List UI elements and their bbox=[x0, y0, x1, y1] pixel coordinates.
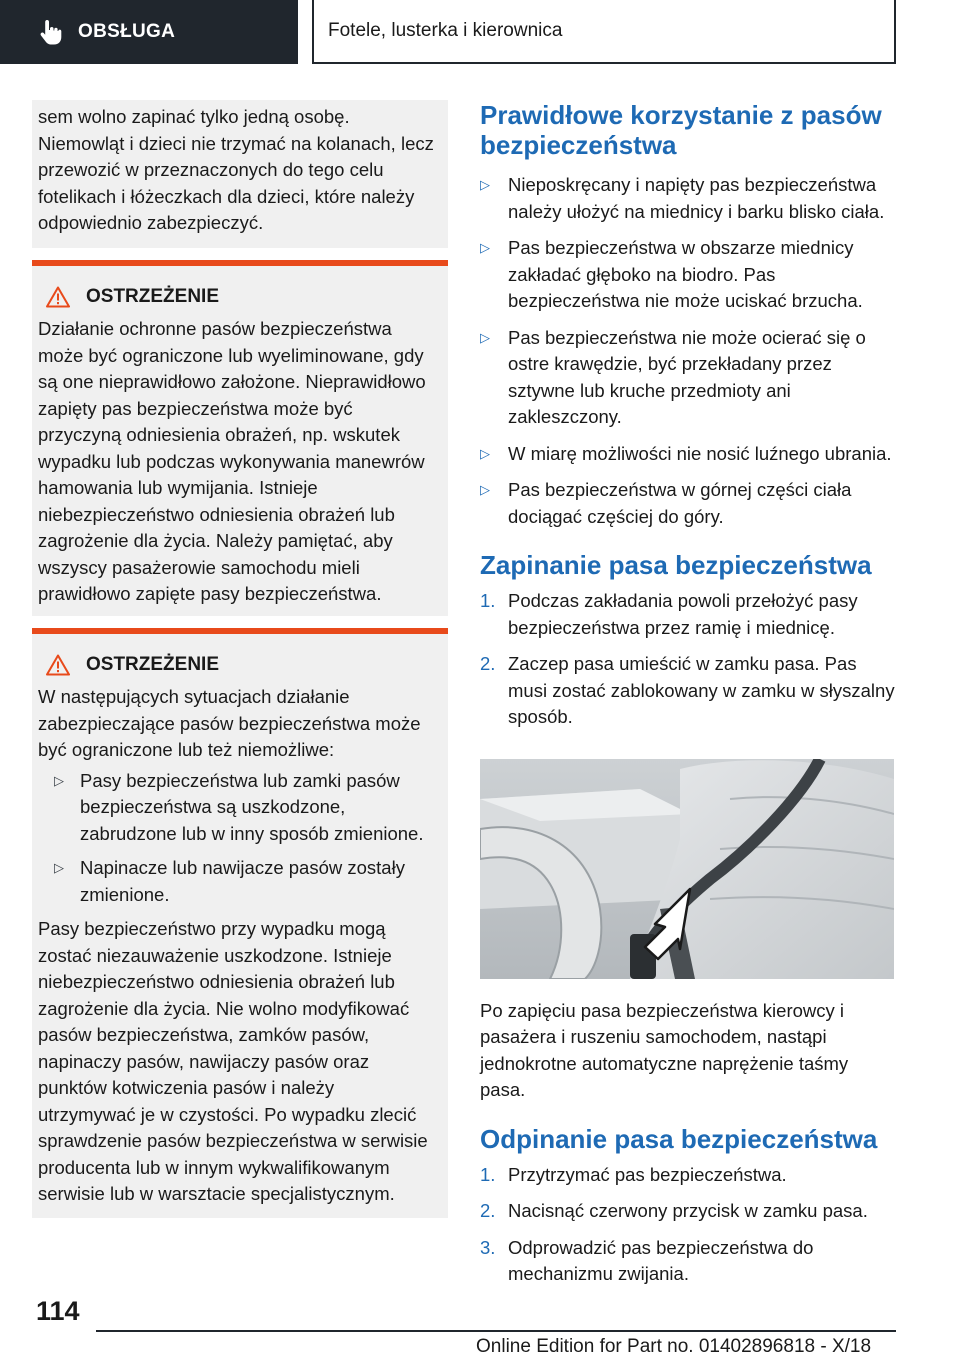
triangle-bullet-icon: ▷ bbox=[480, 482, 490, 497]
triangle-bullet-icon: ▷ bbox=[480, 329, 490, 345]
warning-list-2 bbox=[38, 768, 436, 909]
list-item: 2. Nacisnąć czerwony przycisk w zamku pasa. bbox=[480, 1200, 868, 1221]
list-item: ▷ Pas bezpieczeństwa w obszarze miednicy zakładać głęboko na biodro. Pas bezpieczeństwa nie może uciskać brzucha. bbox=[480, 237, 863, 311]
warning-triangle-icon bbox=[46, 286, 70, 308]
list-item: 1. Podczas zakładania powoli przełożyć pasy bezpieczeństwa przez ramię i miednicę. bbox=[480, 590, 858, 638]
unfastening-steps bbox=[480, 1162, 896, 1288]
heading-correct-use: Prawidłowe korzystanie z pasów bezpieczeństwa bbox=[480, 100, 882, 160]
warning-intro-2: W następujących sytuacjach działanie zabezpieczające pasów bezpieczeństwa może być ograniczone lub też niemożliwe: bbox=[38, 686, 421, 760]
warning-title-text-2: OSTRZEŻENIE bbox=[86, 653, 220, 675]
after-fastening-text: Po zapięciu pasa bezpieczeństwa kierowcy i pasażera i ruszeniu samochodem, nastąpi jednokrotne automatyczne naprężenie taśmy pasa. bbox=[480, 999, 849, 1100]
chapter-title: Fotele, lusterka i kierownica bbox=[312, 0, 896, 64]
list-item: ▷ Nieposkręcany i napięty pas bezpieczeństwa należy ułożyć na miednicy i barku blisko ciała. bbox=[480, 174, 885, 222]
right-column bbox=[480, 100, 896, 1298]
list-item: 3. Odprowadzić pas bezpieczeństwa do mechanizmu zwijania. bbox=[480, 1236, 814, 1284]
hand-pointer-icon bbox=[38, 18, 64, 46]
heading-unfastening: Odpinanie pasa bezpieczeństwa bbox=[480, 1123, 878, 1154]
warning-title-2 bbox=[46, 652, 436, 678]
list-item: ▷ Napinacze lub nawijacze pasów zostały zmienione. bbox=[54, 857, 405, 905]
footer-divider bbox=[96, 1330, 896, 1332]
triangle-bullet-icon: ▷ bbox=[54, 772, 64, 788]
heading-fastening: Zapinanie pasa bezpieczeństwa bbox=[480, 550, 872, 580]
edition-footer: Online Edition for Part no. 01402896818 - X/18 bbox=[476, 1336, 872, 1357]
warning-outro-2: Pasy bezpieczeństwo przy wypadku mogą zostać niezauważenie uszkodzone. Istnieje niebezpieczeństwo odniesienia obrażeń lub zagrożenie dla życia. Nie wolno modyfikować pasów bezpieczeństwa, zamków pasów, napinaczy pasów, nawijaczy pasów oraz punktów kotwiczenia pasów i należy utrzymywać je w czystości. Po wypadku zlecić sprawdzenie pasów bezpieczeństwa w serwisie producenta lub w innym wykwalifikowanym serwisie lub w warsztacie specjalistycznym. bbox=[38, 918, 428, 1204]
section-tab bbox=[0, 0, 298, 64]
page-number: 114 bbox=[36, 1296, 80, 1326]
triangle-bullet-icon: ▷ bbox=[480, 445, 490, 461]
list-item: 2. Zaczep pasa umieścić w zamku pasa. Pas musi zostać zablokowany w zamku w słyszalny sposób. bbox=[480, 653, 895, 727]
warning-box-2 bbox=[32, 628, 448, 1218]
section-label: OBSŁUGA bbox=[78, 21, 176, 42]
warning-text-1: Działanie ochronne pasów bezpieczeństwa może być ograniczone lub wyeliminowane, gdy są one nieprawidłowo założone. Nieprawidłowo zapięty pas bezpieczeństwa może być przyczyną odniesienia obrażeń, np. wskutek wypadku lub podczas wykonywania manewrów hamowania lub wymijania. Istnieje niebezpieczeństwo odniesienia obrażeń lub zagrożenie dla życia. Należy pamiętać, aby wszyscy pasażerowie samochodu mieli prawidłowo zapięte pasy bezpieczeństwa. bbox=[38, 318, 426, 604]
continued-text: sem wolno zapinać tylko jedną osobę. Niemowląt i dzieci nie trzymać na kolanach, lecz przewozić w przeznaczonych do tego celu fotelikach i łóżeczkach dla dzieci, które należy odpowiednio zabezpieczyć. bbox=[38, 106, 434, 233]
list-item: 1. Przytrzymać pas bezpieczeństwa. bbox=[480, 1163, 787, 1185]
list-item: ▷ Pasy bezpieczeństwa lub zamki pasów bezpieczeństwa są uszkodzone, zabrudzone lub w inny sposób zmienione. bbox=[54, 769, 424, 844]
left-column bbox=[32, 100, 448, 1218]
list-item: ▷ W miarę możliwości nie nosić luźnego ubrania. bbox=[480, 441, 896, 468]
triangle-bullet-icon: ▷ bbox=[54, 860, 64, 875]
triangle-bullet-icon: ▷ bbox=[480, 240, 490, 255]
correct-use-list bbox=[480, 172, 896, 530]
warning-title-text-1: OSTRZEŻENIE bbox=[86, 285, 220, 307]
fastening-steps bbox=[480, 588, 896, 731]
list-item: ▷ Pas bezpieczeństwa nie może ocierać się o ostre krawędzie, być przekładany przez sztywne lub kruche przedmioty ani zakleszczony. bbox=[480, 326, 866, 427]
warning-title-1 bbox=[46, 284, 436, 310]
triangle-bullet-icon: ▷ bbox=[480, 177, 490, 192]
continued-note-box bbox=[32, 100, 448, 248]
warning-triangle-icon bbox=[46, 654, 70, 676]
seatbelt-buckle-illustration bbox=[480, 759, 894, 979]
warning-box-1 bbox=[32, 260, 448, 616]
list-item: ▷ Pas bezpieczeństwa w górnej części ciała dociągać częściej do góry. bbox=[480, 479, 852, 527]
